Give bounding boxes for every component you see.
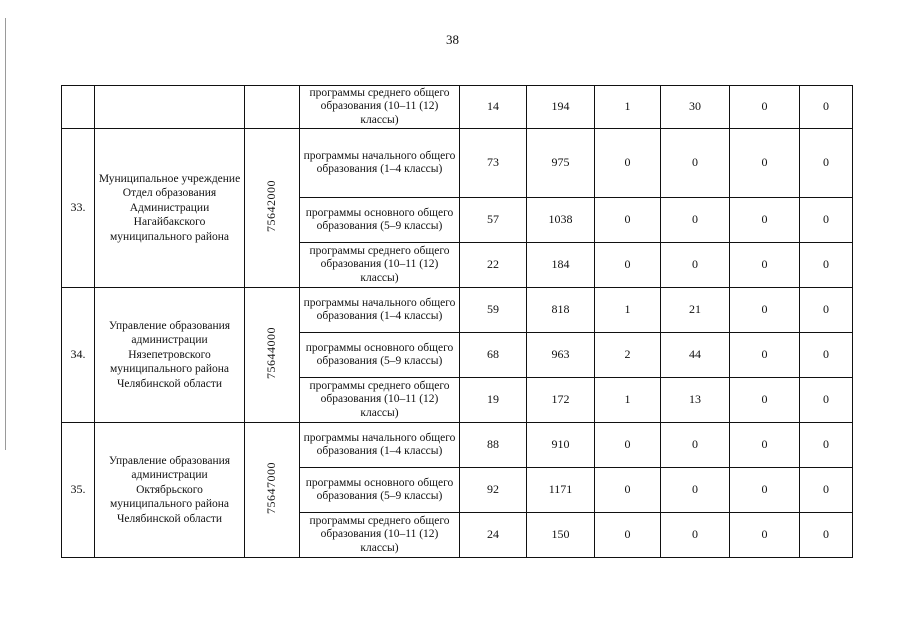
value-cell: 0 [595,129,661,198]
value-cell: 24 [460,513,527,558]
value-cell: 0 [800,378,853,423]
value-cell: 818 [527,288,595,333]
value-cell: 0 [730,513,800,558]
program-cell: программы среднего общего образования (10–11 (12) классы) [300,243,460,288]
program-cell: программы среднего общего образования (10–11 (12) классы) [300,378,460,423]
value-cell: 0 [730,333,800,378]
code-cell [245,423,300,558]
value-cell: 150 [527,513,595,558]
program-cell: программы начального общего образования (1–4 классы) [300,423,460,468]
value-cell: 0 [661,243,730,288]
value-cell: 0 [661,198,730,243]
index-cell: 35. [62,423,95,558]
value-cell: 2 [595,333,661,378]
value-cell: 0 [730,288,800,333]
value-cell: 0 [730,243,800,288]
code-cell [245,86,300,129]
value-cell: 0 [800,423,853,468]
value-cell: 1171 [527,468,595,513]
program-cell: программы среднего общего образования (10–11 (12) классы) [300,513,460,558]
value-cell: 0 [661,468,730,513]
value-cell: 68 [460,333,527,378]
program-cell: программы среднего общего образования (10–11 (12) классы) [300,86,460,129]
value-cell: 0 [595,423,661,468]
value-cell: 21 [661,288,730,333]
value-cell: 0 [800,86,853,129]
program-cell: программы начального общего образования (1–4 классы) [300,129,460,198]
value-cell: 22 [460,243,527,288]
value-cell: 0 [800,243,853,288]
value-cell: 1038 [527,198,595,243]
value-cell: 92 [460,468,527,513]
code-text: 75647000 [264,461,279,514]
program-cell: программы основного общего образования (5–9 классы) [300,333,460,378]
left-margin-rule [5,18,6,450]
organization-cell: Муниципальное учреждение Отдел образования Администрации Нагайбакского муниципального района [95,129,245,288]
table-row [62,86,853,129]
code-cell [245,288,300,423]
page-number: 38 [446,32,459,47]
index-cell [62,86,95,129]
value-cell: 975 [527,129,595,198]
value-cell: 910 [527,423,595,468]
index-cell: 33. [62,129,95,288]
value-cell: 0 [800,333,853,378]
value-cell: 88 [460,423,527,468]
value-cell: 194 [527,86,595,129]
value-cell: 0 [730,86,800,129]
value-cell: 0 [730,468,800,513]
value-cell: 0 [595,243,661,288]
table-row [62,288,853,333]
program-cell: программы основного общего образования (5–9 классы) [300,198,460,243]
program-cell: программы начального общего образования (1–4 классы) [300,288,460,333]
program-cell: программы основного общего образования (5–9 классы) [300,468,460,513]
value-cell: 19 [460,378,527,423]
organization-cell: Управление образования администрации Нязепетровского муниципального района Челябинской области [95,288,245,423]
value-cell: 0 [661,513,730,558]
value-cell: 44 [661,333,730,378]
value-cell: 0 [730,423,800,468]
code-text: 75642000 [264,179,279,232]
value-cell: 0 [800,468,853,513]
education-programs-table [61,85,853,558]
organization-cell: Управление образования администрации Октябрьского муниципального района Челябинской области [95,423,245,558]
value-cell: 1 [595,86,661,129]
table-row [62,129,853,198]
value-cell: 0 [800,129,853,198]
value-cell: 0 [595,468,661,513]
value-cell: 0 [661,423,730,468]
value-cell: 963 [527,333,595,378]
value-cell: 172 [527,378,595,423]
value-cell: 0 [661,129,730,198]
value-cell: 0 [730,378,800,423]
value-cell: 0 [800,513,853,558]
value-cell: 57 [460,198,527,243]
value-cell: 0 [730,129,800,198]
value-cell: 0 [595,513,661,558]
value-cell: 0 [595,198,661,243]
organization-cell [95,86,245,129]
value-cell: 0 [800,288,853,333]
value-cell: 0 [730,198,800,243]
value-cell: 30 [661,86,730,129]
value-cell: 184 [527,243,595,288]
value-cell: 73 [460,129,527,198]
index-cell: 34. [62,288,95,423]
value-cell: 13 [661,378,730,423]
code-cell [245,129,300,288]
code-text: 75644000 [264,326,279,379]
table-row [62,423,853,468]
value-cell: 1 [595,378,661,423]
value-cell: 14 [460,86,527,129]
value-cell: 0 [800,198,853,243]
value-cell: 59 [460,288,527,333]
value-cell: 1 [595,288,661,333]
